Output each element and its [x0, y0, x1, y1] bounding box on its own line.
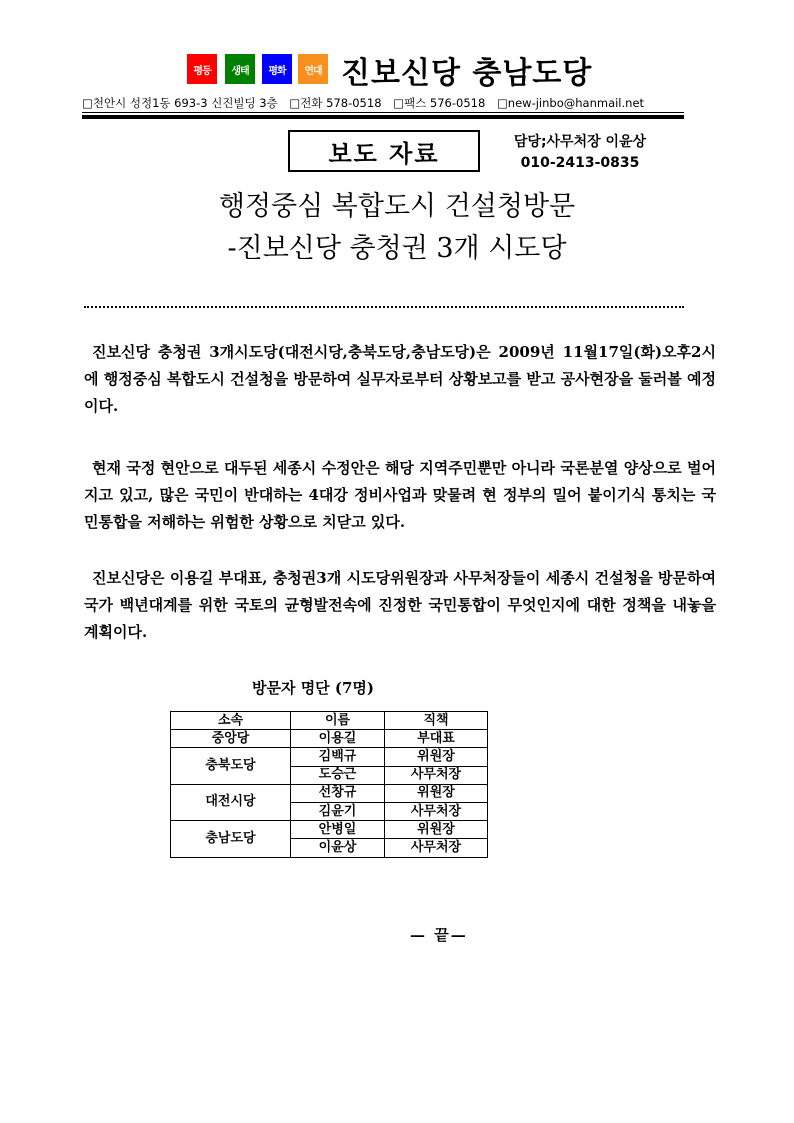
contact-person-phone: 010-2413-0835 [520, 155, 640, 171]
logo-peace: 평화 [262, 54, 292, 84]
header-rule-thick [82, 115, 684, 119]
end-mark: — 끝— [410, 926, 468, 944]
name-cell: 이용길 [291, 730, 385, 748]
column-header-name: 이름 [291, 712, 385, 730]
paragraph-2: 현재 국정 현안으로 대두된 세종시 수정안은 해당 지역주민뿐만 아니라 국론분열 양상으로 벌어지고 있고, 많은 국민이 반대하는 4대강 정비사업과 맞물려 현 정부의 밀어 붙이기식 통치는 국민통합을 저해하는 위험한 상황으로 치닫고 있다. [84, 459, 716, 531]
visitor-list-title: 방문자 명단 (7명) [252, 679, 375, 697]
headline-line-1: 행정중심 복합도시 건설청방문 [218, 191, 576, 222]
name-cell: 선창규 [291, 784, 385, 802]
visitor-table [170, 711, 488, 858]
role-cell: 사무처장 [385, 766, 488, 784]
fax: □팩스 576-0518 [393, 96, 486, 110]
contact-person-name: 담당;사무처장 이윤상 [513, 134, 647, 150]
name-cell: 안병일 [291, 821, 385, 839]
phone: □전화 578-0518 [289, 96, 382, 110]
headline-line-2: -진보신당 충청권 3개 시도당 [227, 233, 567, 264]
column-header-role: 직책 [385, 712, 488, 730]
paragraph-1: 진보신당 충청권 3개시도당(대전시당,충북도당,충남도당)은 2009년 11월17일(화)오후2시에 행정중심 복합도시 건설청을 방문하여 실무자로부터 상황보고를 받고 공사현장을 둘러볼 예정이다. [84, 343, 716, 415]
paragraph-3: 진보신당은 이용길 부대표, 충청권3개 시도당위원장과 사무처장들이 세종시 건설청을 방문하여 국가 백년대계를 위한 국토의 균형발전속에 진정한 국민통합이 무엇인지에 대한 정책을 내놓을 계획이다. [84, 569, 716, 641]
role-cell: 사무처장 [385, 802, 488, 820]
table-row [171, 821, 488, 839]
role-cell: 사무처장 [385, 839, 488, 857]
logo-ecology: 생태 [225, 54, 255, 84]
email: □new-jinbo@hanmail.net [496, 96, 645, 110]
column-header-affiliation: 소속 [171, 712, 291, 730]
table-row [171, 784, 488, 802]
role-cell: 위원장 [385, 821, 488, 839]
affiliation-cell: 대전시당 [171, 784, 291, 820]
role-cell: 위원장 [385, 784, 488, 802]
press-release-text: 보도 자료 [328, 139, 440, 168]
table-header-row [171, 712, 488, 730]
name-cell: 김백규 [291, 748, 385, 766]
header-rule-thin [82, 112, 684, 113]
press-contact [500, 132, 660, 174]
press-release-label [288, 130, 480, 172]
dotted-separator [84, 306, 684, 308]
name-cell: 이윤상 [291, 839, 385, 857]
logo-solidarity: 연대 [298, 54, 328, 84]
table-row [171, 730, 488, 748]
affiliation-cell: 충남도당 [171, 821, 291, 857]
affiliation-cell: 충북도당 [171, 748, 291, 784]
name-cell: 김윤기 [291, 802, 385, 820]
name-cell: 도승근 [291, 766, 385, 784]
affiliation-cell: 중앙당 [171, 730, 291, 748]
org-name: 진보신당 충남도당 [341, 56, 593, 91]
address: □천안시 성정1동 693-3 신진빌딩 3층 [82, 96, 278, 110]
logo-equality: 평등 [187, 54, 217, 84]
table-row [171, 748, 488, 766]
contact-line [82, 95, 652, 111]
role-cell: 위원장 [385, 748, 488, 766]
headline [0, 186, 794, 270]
role-cell: 부대표 [385, 730, 488, 748]
